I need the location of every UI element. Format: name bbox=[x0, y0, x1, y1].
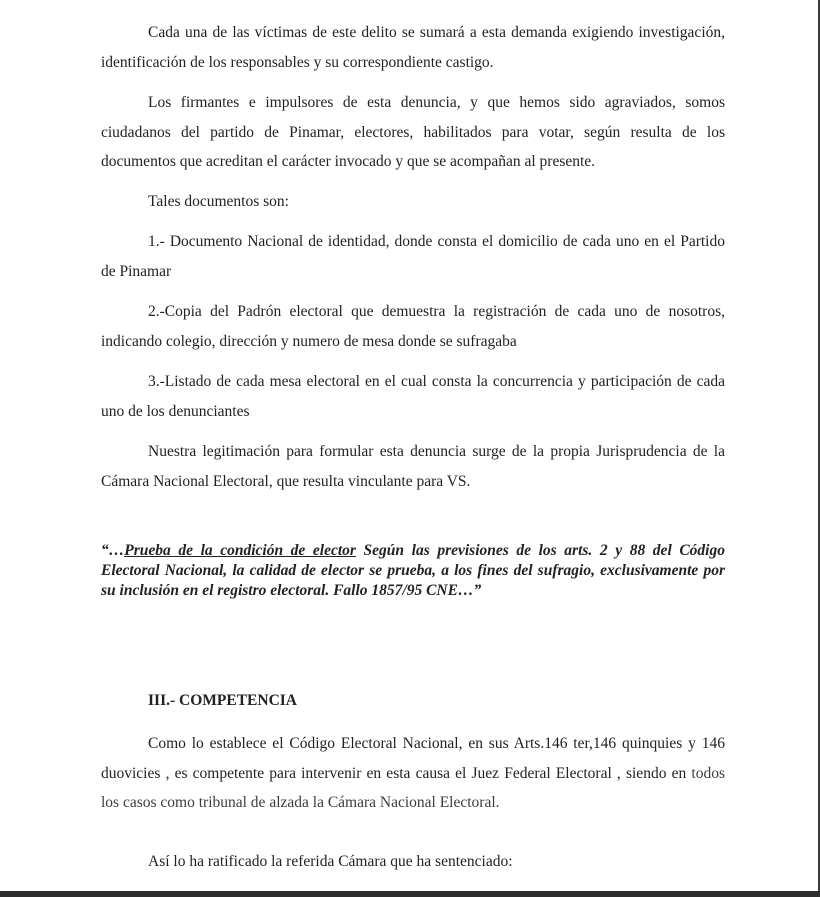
competencia-text-1: Como lo establece el Código Electoral Nacional, en sus Arts.146 ter,146 quinquies y 146 duovicies , es competente para intervenir en esta causa el Juez Federal Electoral , siendo en bbox=[101, 735, 725, 782]
paragraph-item-3: 3.-Listado de cada mesa electoral en el cual consta la concurrencia y participación de cada uno de los denunciantes bbox=[101, 373, 725, 420]
paragraph-item-2: 2.-Copia del Padrón electoral que demuestra la registración de cada uno de nosotros, indicando colegio, dirección y numero de mesa donde se sufragaba bbox=[101, 303, 725, 350]
section-heading-competencia: III.- COMPETENCIA bbox=[148, 692, 297, 709]
paragraph-closing: Así lo ha ratificado la referida Cámara que ha sentenciado: bbox=[148, 853, 513, 870]
jurisprudence-quote bbox=[101, 541, 725, 601]
quote-open: “… bbox=[101, 542, 125, 559]
page-edge-bottom bbox=[0, 891, 820, 897]
paragraph-competencia bbox=[101, 729, 725, 818]
paragraph-victimas: Cada una de las víctimas de este delito se sumará a esta demanda exigiendo investigación, identificación de los responsables y su correspondiente castigo. bbox=[101, 24, 725, 71]
paragraph-tales-documentos: Tales documentos son: bbox=[148, 193, 289, 210]
competencia-text-2: todos los casos como tribunal de alzada la Cámara Nacional Electoral. bbox=[101, 764, 725, 811]
quote-body: Según las previsiones de los arts. 2 y 88 del Código Electoral Nacional, la calidad de elector se prueba, a los fines del sufragio, exclusivamente por su inclusión en el registro electoral. Fallo 1857/95 CNE…” bbox=[101, 542, 725, 599]
paragraph-firmantes: Los firmantes e impulsores de esta denuncia, y que hemos sido agraviados, somos ciudadanos del partido de Pinamar, electores, habilitados para votar, según resulta de los documentos que acreditan el carácter invocado y que se acompañan al presente. bbox=[101, 94, 725, 170]
paragraph-item-1: 1.- Documento Nacional de identidad, donde consta el domicilio de cada uno en el Partido de Pinamar bbox=[101, 233, 725, 280]
paragraph-legitimacion: Nuestra legitimación para formular esta denuncia surge de la propia Jurisprudencia de la Cámara Nacional Electoral, que resulta vinculante para VS. bbox=[101, 443, 725, 490]
quote-underlined-title: Prueba de la condición de elector bbox=[124, 542, 356, 559]
